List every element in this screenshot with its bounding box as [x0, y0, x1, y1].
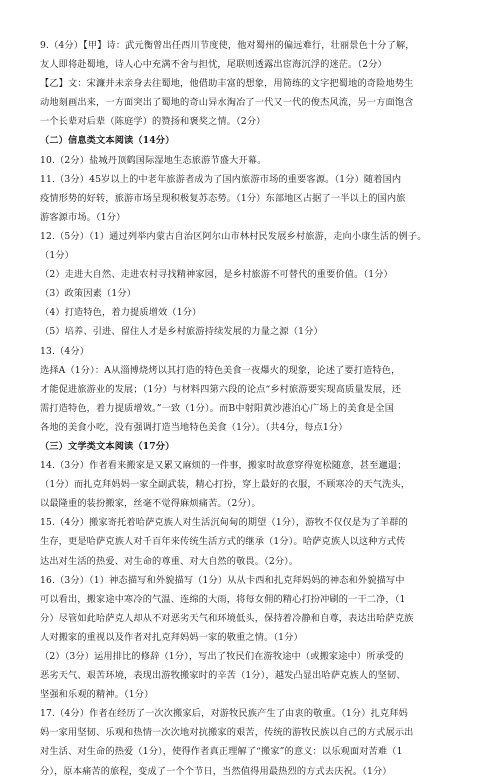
text-line: 以最隆重的装扮搬家，丝毫不觉得麻烦痛苦。（2分）。 [40, 498, 261, 510]
text-line: （2）（3分）运用排比的修辞（1分），写出了牧民们在游牧途中（或搬家途中）所承受的 [40, 651, 404, 662]
text-line: 可以看出，搬家途中寒冷的气温、连绵的大雨，将每女佣的精心打扮冲刷的一干二净，（1 [40, 593, 406, 605]
text-line: 各地的美食小吃，没有强调打造当地特色美食（1分）。（共4分，每点1分） [40, 421, 348, 433]
text-line: 友人即将赴蜀地，诗人心中充满不舍与担忧，尾联则透露出宦海沉浮的迷茫。（2分） [40, 59, 387, 71]
text-line: 妈一家用坚韧、乐观和热情一次次地对抗搬家的艰苦，传统的游牧民族以自己的方式展示出 [40, 727, 414, 739]
text-line: 动地刻画出来，一方面突出了蜀地的奇山异水淘冶了一代又一代的俊杰风流，另一方面饱含 [40, 97, 414, 109]
text-line: （1分） [40, 250, 75, 262]
text-line: 9.（4分）【甲】诗：武元衡曾出任西川节度使，他对蜀州的偏远难行，壮丽景色十分了解， [40, 40, 415, 51]
text-line: 人对搬家的重视以及作者对扎克拜妈妈一家的敬重之情。（1分） [40, 631, 303, 643]
text-line: 12.（5分）（1）通过列举内蒙古自治区阿尔山市林村民发展乡村旅游，走向小康生活的例子。 [40, 230, 427, 242]
text-line: 14.（3分）作者看来搬家是又累又麻烦的一件事，搬家时故意穿得宽松随意，甚至邋遢； [40, 460, 407, 472]
text-line: 13.（4分） [40, 345, 90, 357]
text-line: 疫情形势的好转，旅游市场呈现积极复苏态势。（1分）东部地区占据了一半以上的国内旅 [40, 192, 406, 204]
text-line: 游客源市场。（1分） [40, 211, 126, 223]
text-line: 分）尽管如此哈萨克人却从不对恶劣天气和环境低头，保持着冷静和自尊，表达出哈萨克族 [40, 612, 414, 624]
text-line: （1分）而扎克拜妈妈一家全副武装，精心打扮，穿上最好的衣服，不顾寒冷的天气洗头， [40, 479, 411, 491]
text-line: 17.（4分）作者在经历了一次次搬家后，对游牧民族产生了由衷的敬重。（1分）扎克拜妈 [40, 708, 408, 720]
text-line: （3）政策因素（1分） [40, 288, 137, 300]
text-line: 15.（4分）搬家寄托着哈萨克族人对生活沉甸甸的期望（1分），游牧不仅仅是为了羊群的 [40, 517, 408, 529]
text-line: 分），原本痛苦的旅程，变成了一个个节日，当然值得用最热烈的方式去庆祝。（1分） [40, 765, 392, 777]
text-line: 11.（3分）45岁以上的中老年旅游者成为了国内旅游市场的重要客源。（1分）随着国内 [40, 173, 402, 185]
text-line: （2）走进大自然、走进农村寻找精神家园，是乡村旅游不可替代的重要价值。（1分） [40, 269, 393, 281]
section-heading: （二）信息类文本阅读（14分） [40, 135, 175, 147]
text-line: 生存，更是哈萨克族人对千百年来传统生活方式的继承（1分）。哈萨克族人以这种方式传 [40, 536, 406, 548]
section-heading: （三）文学类文本阅读（17分） [40, 440, 175, 452]
text-line: （4）打造特色，着力提质增效（1分） [40, 307, 202, 319]
text-line: 坚强和乐观的精神。（1分） [40, 689, 154, 701]
text-line: 才能促进旅游业的发展；（1分）与材料四第六段的论点“乡村旅游要实现高质量发展，还 [40, 383, 402, 395]
text-line: 16.（3分）（1）神态描写和外貌描写（1分）从从卡西和扎克拜妈妈的神态和外貌描写中 [40, 574, 405, 586]
text-line: 恶劣天气、艰苦环境，表现出游牧搬家时的辛苦（1分），越发凸显出哈萨克族人的坚韧、 [40, 670, 406, 682]
text-line: 【乙】文：宋濂并未亲身去往蜀地，他借助丰富的想象，用简练的文字把蜀地的奇险地势生 [40, 78, 414, 90]
text-line: 需打造特色，着力提质增效。”一致（1分）。而B中射阳黄沙港泊心广场上的美食是全国 [40, 402, 395, 414]
text-line: 10.（2分）盐城丹顶鹤国际湿地生态旅游节盛大开幕。 [40, 154, 267, 166]
text-line: 对生活、对生命的热爱（1分），使得作者真正理解了“搬家”的意义：以乐观面对苦难（1 [40, 746, 403, 758]
text-line: 选择A（1分）：A从淄博烧烤以其打造的特色美食一夜爆火的现象，论述了要打造特色， [40, 364, 401, 376]
text-line: 达出对生活的热爱、对生命的尊重、对大自然的敬畏。（2分）。 [40, 555, 299, 567]
text-line: 一个长辈对后辈（陈庭学）的赞扬和褒奖之情。（2分） [40, 116, 266, 128]
text-line: （5）培养、引进、留住人才是乡村旅游持续发展的力量之源（1分） [40, 326, 323, 338]
